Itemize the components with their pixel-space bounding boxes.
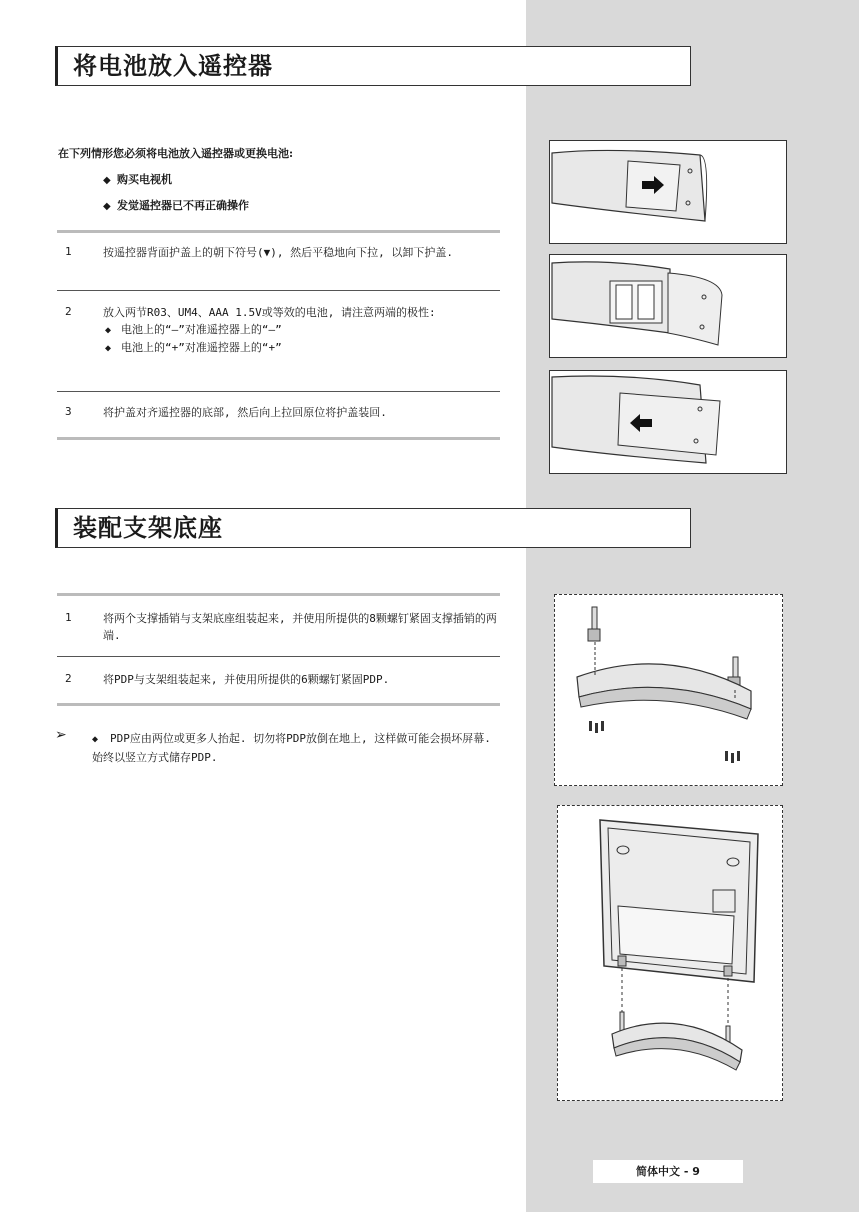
step-number: 1 [65, 245, 72, 258]
bullet-icon: ◆ [103, 201, 111, 212]
remote-cover-icon [550, 141, 786, 243]
divider [57, 391, 500, 392]
step-number: 2 [65, 305, 72, 318]
cover-close-icon [550, 371, 786, 473]
battery-insert-illustration [549, 254, 787, 358]
divider [57, 230, 500, 233]
bullet-item: ◆ 购买电视机 [103, 173, 172, 186]
sub-item: ◆ 电池上的“+”对准遥控器上的“+” [103, 339, 498, 357]
step-text: 按遥控器背面护盖上的朝下符号(▼), 然后平稳地向下拉, 以卸下护盖. [103, 246, 453, 259]
stand-base-icon [555, 595, 782, 785]
intro-text: 在下列情形您必须将电池放入遥控器或更换电池: [58, 147, 294, 160]
divider [57, 703, 500, 706]
battery-insert-icon [550, 255, 786, 357]
bullet-icon: ◆ [105, 325, 112, 336]
step-text: 将PDP与支架组装起来, 并使用所提供的6颗螺钉紧固PDP. [103, 673, 390, 686]
bullet-icon: ◆ [103, 175, 111, 186]
step-text: 将护盖对齐遥控器的底部, 然后向上拉回原位将护盖装回. [103, 406, 387, 419]
step-text: 将两个支撑插销与支架底座组装起来, 并使用所提供的8颗螺钉紧固支撑插销的两端. [103, 612, 497, 642]
note-arrow-icon: ➢ [55, 727, 67, 743]
bullet-icon: ◆ [105, 343, 112, 354]
cover-close-illustration [549, 370, 787, 474]
remote-cover-illustration [549, 140, 787, 244]
pdp-mount-illustration [557, 805, 783, 1101]
stand-assembly-illustration [554, 594, 783, 786]
section-title-batteries: 将电池放入遥控器 [55, 46, 691, 86]
divider [57, 593, 500, 596]
sub-item: ◆ 电池上的“—”对准遥控器上的“—” [103, 321, 498, 339]
divider [57, 656, 500, 657]
divider [57, 290, 500, 291]
step-text: 放入两节R03、UM4、AAA 1.5V或等效的电池, 请注意两端的极性: ◆ 电池上的“—”对准遥控器上的“—” ◆ 电池上的“+”对准遥控器上的“+” [103, 304, 498, 357]
step-number: 2 [65, 672, 72, 685]
page-number: 简体中文 - 9 [593, 1160, 743, 1183]
bullet-item: ◆ 发觉遥控器已不再正确操作 [103, 199, 249, 212]
step-number: 1 [65, 611, 72, 624]
bullet-icon: ◆ [92, 734, 99, 745]
section-title-stand: 装配支架底座 [55, 508, 691, 548]
pdp-back-icon [558, 806, 782, 1100]
step-number: 3 [65, 405, 72, 418]
note-text: ◆ PDP应由两位或更多人抬起. 切勿将PDP放倒在地上, 这样做可能会损坏屏幕. 始终以竖立方式储存PDP. [92, 732, 491, 764]
divider [57, 437, 500, 440]
